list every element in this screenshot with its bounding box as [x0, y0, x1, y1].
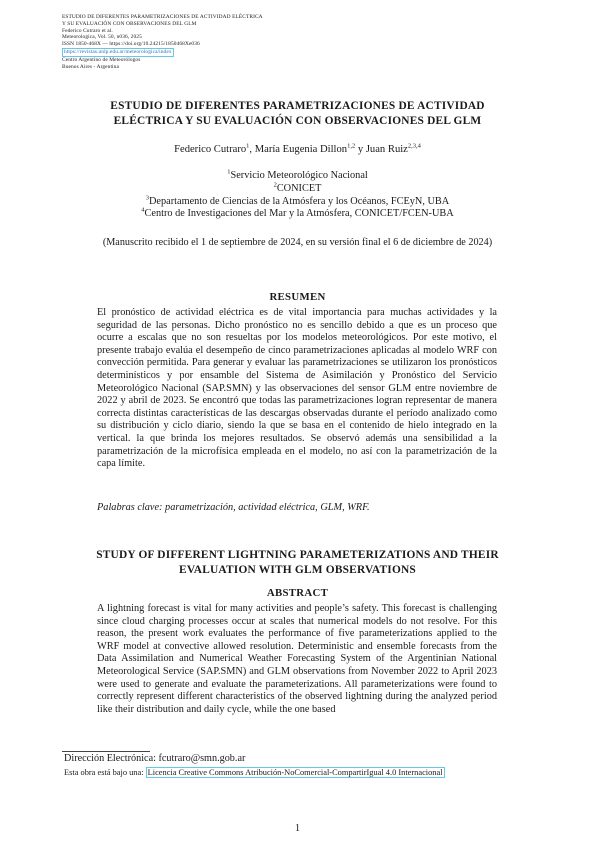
affiliation-mark: 1 — [227, 168, 231, 176]
contact-email: Dirección Electrónica: fcutraro@smn.gob.ar — [64, 753, 246, 764]
affiliation-text: Centro de Investigaciones del Mar y la Atmósfera, CONICET/FCEN-UBA — [144, 208, 454, 220]
affiliation-mark: 2 — [273, 181, 277, 189]
resumen-body: El pronóstico de actividad eléctrica es de vital importancia para muchas actividades y la seguridad de las personas. Dicho pronóstico no es sencillo debido a que es un proceso que ocurre a escalas que no son resueltas por los modelos meteorológicos. Por este motivo, el presente trabajo evalúa el desempeño de cinco parametrizaciones aplicadas al modelo WRF con convección permitida. Para generar y evaluar las parametrizaciones se utilizaron los pronósticos determinísticos y por ensamble del Sistema de Asimilación y Pronóstico del Servicio Meteorológico Nacional (SAP.SMN) y las observaciones del sensor GLM entre noviembre de 2022 y abril de 2023. Se encontró que todas las parametrizaciones logran representar de manera correcta distintas características de las descargas observadas durante el período analizado como su distribución y ciclo diario, siendo la que se basa en el contenido de hielo integrado en la vertical. la que brinda los mejores resultados. Se observó además una sensibilidad a la parametrización de la microfísica empleada en el modelo, no así con la parametrización de la capa límite. — [97, 307, 497, 470]
license-prefix: Esta obra está bajo una: — [64, 768, 146, 777]
manuscript-dates: (Manuscrito recibido el 1 de septiembre de 2024, en su versión final el 6 de diciembre de 2024) — [102, 237, 493, 248]
affiliation-text: CONICET — [276, 182, 322, 194]
affiliation-item — [60, 183, 535, 196]
affiliation-mark: 4 — [141, 206, 145, 214]
abstract-heading: ABSTRACT — [266, 587, 329, 599]
affiliation-text: Servicio Meteorológico Nacional — [230, 170, 368, 181]
author-separator: y — [355, 144, 366, 155]
title-spanish — [60, 99, 535, 129]
resumen-heading: RESUMEN — [269, 291, 326, 303]
footnote-rule — [62, 751, 150, 752]
author-affiliation-mark: 1 — [246, 142, 250, 150]
running-title-line-2: Y SU EVALUACIÓN CON OBSERVACIONES DEL GLM — [62, 20, 197, 27]
title-english — [60, 548, 535, 578]
journal-info: Meteorologica, Vol. 50, n036, 2025 — [62, 34, 142, 41]
abstract-body: A lightning forecast is vital for many activities and people’s safety. This forecast is challenging since cloud charging processes occur at scales that numerical models do not resolve. For this reason, the present work evaluates the performance of five parameterizations applied to the WRF model at convective allowed resolution. Deterministic and ensemble forecasts from the Data Assimilation and Numerical Weather Forecasting System of the Argentinian National Meteorological Service (SAP.SMN) and GLM observations from November 2022 to April 2023 were used to generate and evaluate the parameterizations. All parameterizations were found to correctly represent different characteristics of the observed lightning during the analyzed period like their distribution and daily cycle, while the one based — [97, 603, 497, 715]
keywords: Palabras clave: parametrización, actividad eléctrica, GLM, WRF. — [97, 502, 370, 513]
issn-doi: ISSN 1850-468X — https://doi.org/10.24215/1850468Xe036 — [62, 41, 200, 48]
affiliation-item — [60, 208, 535, 221]
title-english-line-1: STUDY OF DIFFERENT LIGHTNING PARAMETERIZATIONS AND THEIR — [96, 549, 499, 561]
affiliation-mark: 3 — [145, 194, 149, 202]
publisher-city: Buenos Aires - Argentina — [62, 63, 119, 70]
page-number: 1 — [294, 823, 301, 834]
author-name: Federico Cutraro — [174, 144, 247, 155]
author-affiliation-mark: 2,3,4 — [407, 142, 421, 150]
running-authors: Federico Cutraro et al. — [62, 27, 113, 34]
affiliation-item — [60, 196, 535, 209]
author-name: María Eugenia Dillon — [254, 144, 348, 155]
license-link[interactable]: Licencia Creative Commons Atribución-NoComercial-CompartirIgual 4.0 Internacional — [147, 768, 443, 777]
author-separator: , — [249, 144, 255, 155]
title-english-line-2: EVALUATION WITH GLM OBSERVATIONS — [179, 564, 416, 576]
title-spanish-line-2: ELÉCTRICA Y SU EVALUACIÓN CON OBSERVACIONES DEL GLM — [113, 115, 482, 127]
license-note — [64, 768, 445, 777]
journal-url-link[interactable]: https://revistas.unlp.edu.ar/meteorologica/index — [64, 48, 172, 55]
running-title-line-1: ESTUDIO DE DIFERENTES PARAMETRIZACIONES DE ACTIVIDAD ELÉCTRICA — [62, 14, 263, 20]
affiliation-list — [60, 170, 535, 221]
affiliation-item — [60, 170, 535, 183]
title-spanish-line-1: ESTUDIO DE DIFERENTES PARAMETRIZACIONES DE ACTIVIDAD — [110, 100, 485, 112]
publisher-name: Centro Argentino de Meteorólogos — [62, 56, 141, 63]
author-name: Juan Ruiz — [365, 144, 408, 155]
author-affiliation-mark: 1,2 — [347, 142, 356, 150]
running-header — [62, 14, 522, 70]
affiliation-text: Departamento de Ciencias de la Atmósfera y los Océanos, FCEyN, UBA — [148, 195, 450, 207]
author-list — [60, 144, 535, 155]
